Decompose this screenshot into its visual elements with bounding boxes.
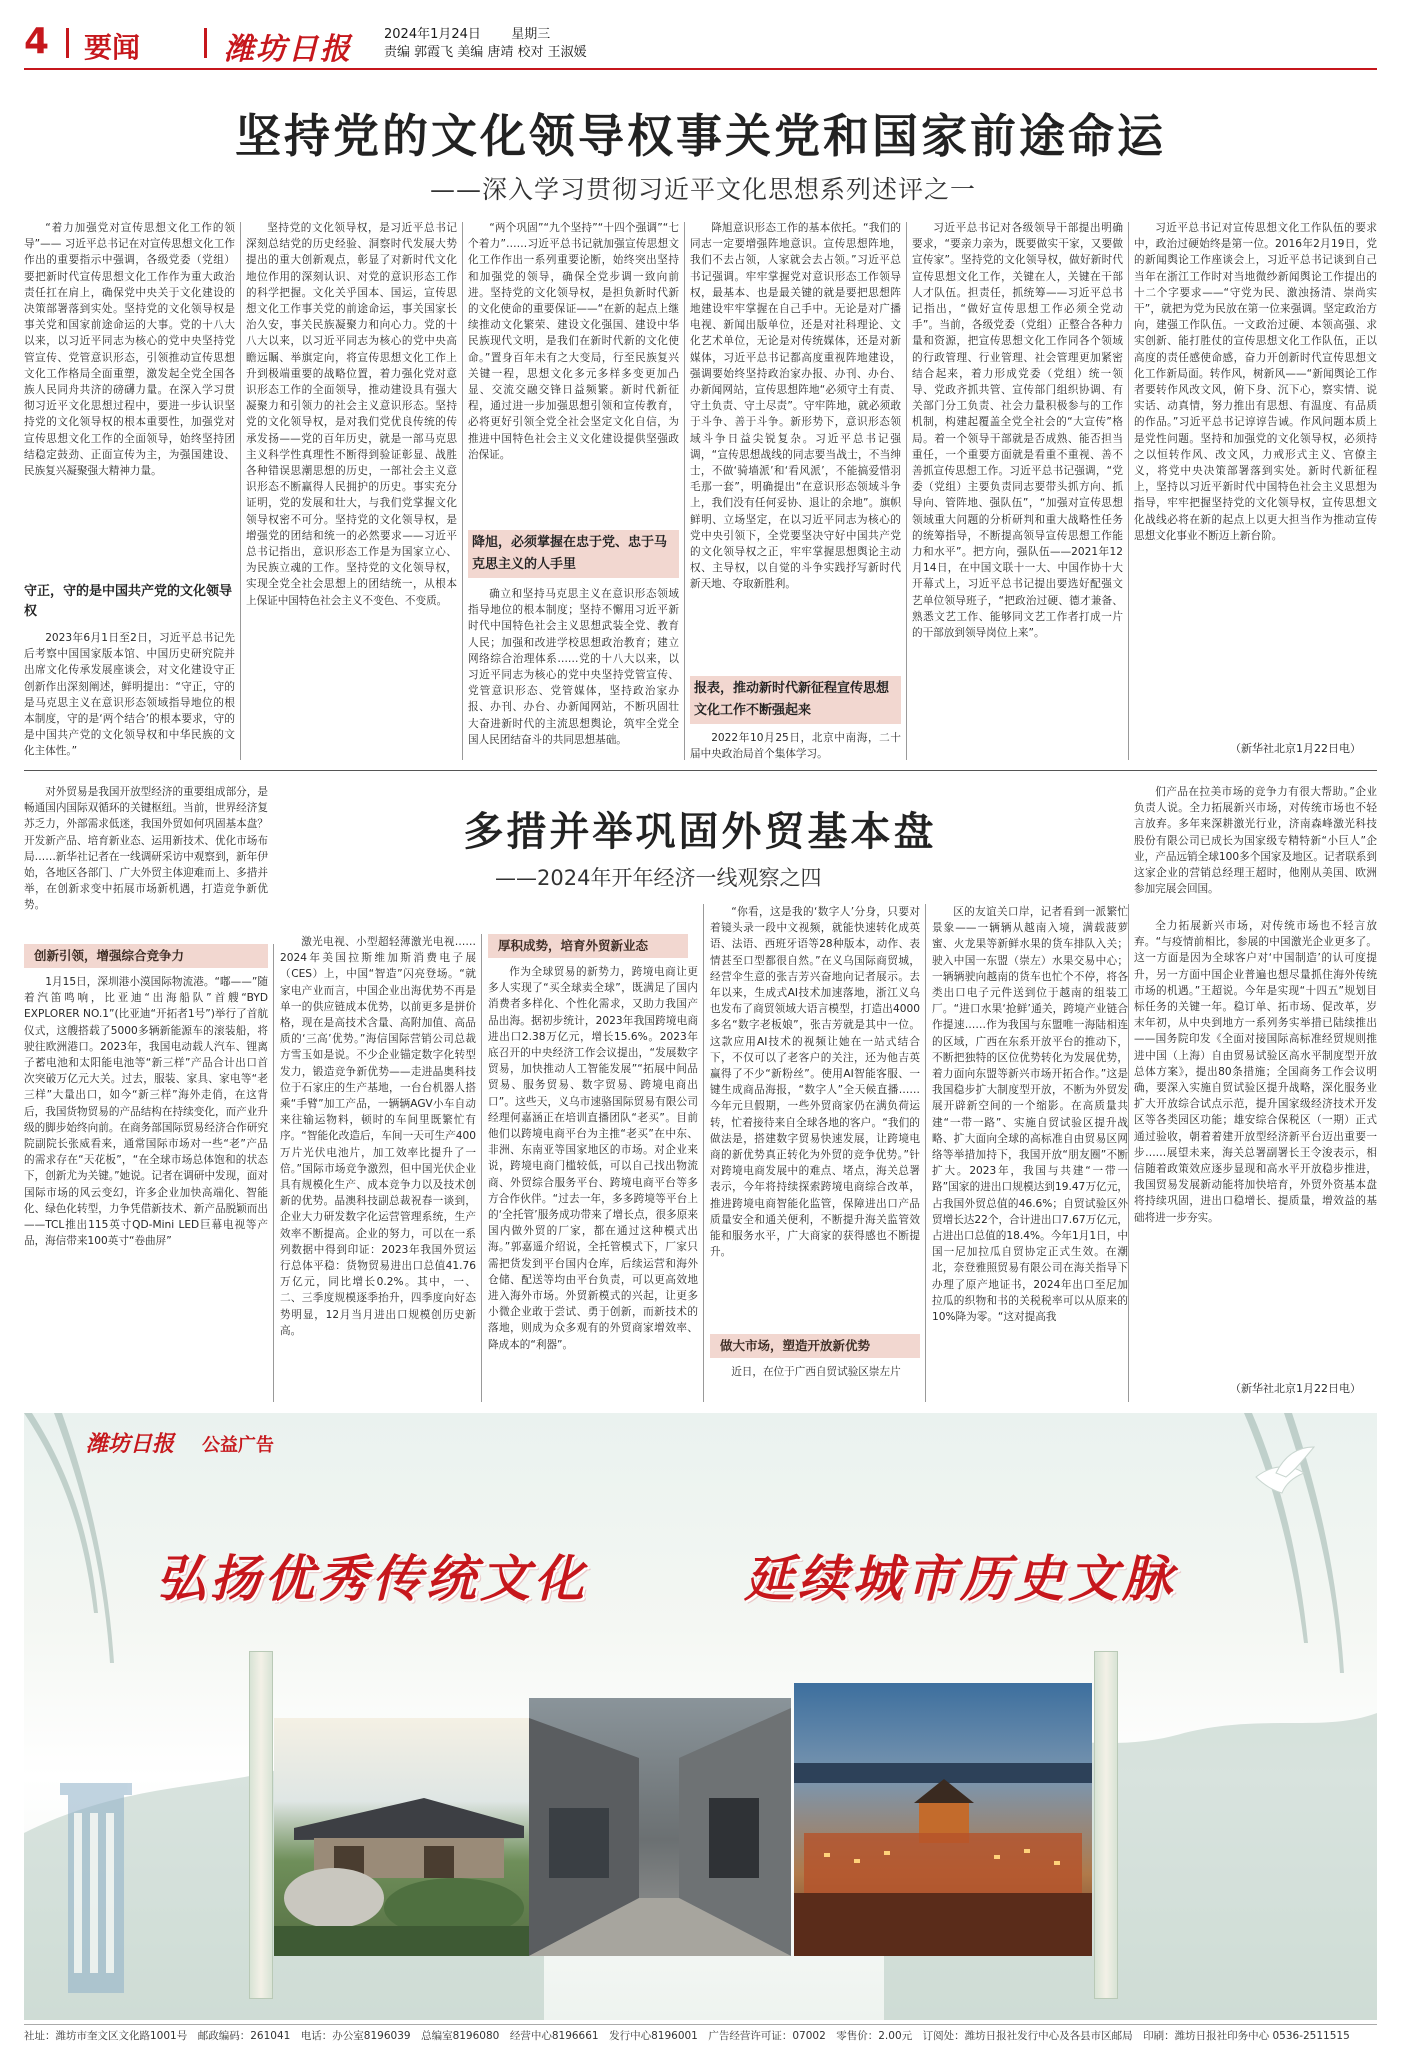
article2-column-5 — [932, 904, 1128, 1402]
page-number: 4 — [24, 21, 50, 62]
garden-pavilion-art — [274, 1718, 532, 1956]
article1-column-3b — [468, 586, 679, 760]
article2-column-1 — [24, 974, 268, 1402]
ad-tag: 公益广告 — [202, 1435, 274, 1456]
issue-date: 2024年1月24日 — [384, 27, 481, 42]
paragraph: 作为全球贸易的新势力，跨境电商让更多人实现了“买全球卖全球”，既满足了国内消费者多样化、个性化需求，又助力我国产品出海。据初步统计，2023年我国跨境电商进出口2.38万亿元，增长15.6%。2023年底召开的中央经济工作会议提出，“发展数字贸易，加快推动人工智能发展”“拓展中间品贸易、服务贸易、数字贸易、跨境电商出口”。这些天，义乌市速骆国际贸易有限公司经理何嘉涵正在培训直播团队“老买”。目前他们以跨境电商平台为主推“老买”在中东、非洲、东南亚等国家地区的市场。对企业来说，跨境电商门槛较低，可以自己找出物流商、外贸综合服务平台、跨境电商平台等多方合作伙伴。“过去一年，多多跨境等平台上的‘全托管’服务成功带来了增长点，很多原来国内做外贸的厂家，都在通过这种模式出海。”郭嘉遥介绍说，全托管模式下，厂家只需把货发到平台国内仓库，后续运营和海外仓储、配送等均由平台负责，可以更高效地进入海外市场。外贸新模式的兴起，让更多小微企业敢于尝试、勇于创新，而新技术的落地，则成为众多观有的外贸商家增效率、降成本的“利器”。 — [488, 966, 698, 1351]
paragraph: 2022年10月25日，北京中南海，二十届中央政治局首个集体学习。 — [690, 732, 901, 760]
masthead-rule — [24, 68, 1377, 70]
column-rule — [925, 904, 926, 1402]
scroll-rod-right — [1094, 1651, 1118, 1999]
paragraph: 区的友谊关口岸，记者看到一派繁忙景象——一辆辆从越南入境，满载菠萝蜜、火龙果等新鲜水果的货车排队入关；驶入中国一东盟（崇左）水果交易中心；一辆辆驶向越南的货车也忙个不停，将各类出口电子元件送到位于越南的组装工厂。“进口水果‘抢鲜’通关，跨境产业链合作提速……作为我国与东盟唯一海陆相连的区域，广西在东系开放平台的推动下，不断把独特的区位优势转化为发展优势，着力面向东盟等新兴市场开拓合作。”这是我国稳步扩大制度型开放，不断为外贸发展开辟新空间的一个缩影。在高质量共建“一带一路”、实施自贸试验区提升战略、扩大面向全球的高标准自由贸易区网络等举措加持下，我国开放“朋友圈”不断扩大。2023年，我国与共建“一带一路”国家的进出口规模达到19.47万亿元，占我国外贸总值的46.6%；自贸试验区外贸增长达22个，合计进出口7.67万亿元，占进出口总值的18.4%。今年1月1日，中国一尼加拉瓜自贸协定正式生效。在潮北，奈登雅照贸易有限公司在海关指导下办理了原产地证书，2024年出口至尼加拉瓜的织物和书的关税税率可以从原来的10%降为零。“这对提高我 — [932, 906, 1128, 1324]
paragraph: 2023年6月1日至2日，习近平总书记先后考察中国国家版本馆、中国历史研究院并出席文化传承发展座谈会，对文化建设守正创新作出深刻阐述，鲜明提出：“守正，守的是马克思主义在意识形态领域指导地位的根本制度，守的是‘两个结合’的根本要求，守的是中国共产党的文化领导权和中华民族的文化主体性。” — [24, 632, 235, 758]
article1-column-1b — [24, 630, 235, 760]
article2-title: 多措并举巩固外贸基本盘 — [463, 808, 937, 855]
column-rule — [273, 944, 274, 1402]
public-service-ad — [24, 1413, 1377, 2020]
paragraph: 们产品在拉美市场的竞争力有很大帮助。”企业负责人说。全力拓展新兴市场，对传统市场也不轻言放弃。多年来深耕激光行业，济南森峰激光科技股份有限公司已成长为国家级专精特新“小巨人”企业，产品远销全球100多个国家及地区。记者联系到这家企业的营销总经理王超时，他刚从美国、欧洲参加完展会回国。 — [1134, 786, 1377, 896]
ad-photo-garden — [274, 1718, 532, 1956]
article2-lead-right — [1134, 784, 1377, 914]
ad-photo-alley — [529, 1698, 791, 1956]
article2-column-2 — [280, 934, 476, 1402]
article1-title: 坚持党的文化领导权事关党和国家前途命运 — [235, 109, 1166, 163]
article2-lead-left — [24, 784, 268, 938]
section-divider — [24, 770, 1377, 771]
article2-column-4 — [710, 904, 920, 1330]
masthead-info — [384, 26, 587, 62]
paragraph: 习近平总书记对宣传思想文化工作队伍的要求中，政治过硬始终是第一位。2016年2月19日，党的新闻舆论工作座谈会上，习近平总书记谈到自己当年在浙江工作时对当地微纱新闻舆论工作提出的十二个字要求——“守党为民、激浊扬清、崇尚实干”，就把为党为民放在第一位来强调。坚定政治方向，建强工作队伍。一文政治过硬、本领高强、求实创新、能打胜仗的宣传思想文化工作队伍，正以高度的责任感使命感，奋力开创新时代宣传思想文化工作新局面。转作风，树新风——“新闻舆论工作者要转作风改文风，俯下身、沉下心，察实情、说实话、动真情，努力推出有思想、有温度、有品质的作品。”习近平总书记谆谆告诫。作风问题本质上是党性问题。坚持和加强党的文化领导权，必须持之以恒转作风、改文风，力戒形式主义、官僚主义，将党中央决策部署落到实处。新时代新征程上，坚持以习近平新时代中国特色社会主义思想为指导，牢牢把握坚持党的文化领导权，宣传思想文化战线必将在新的起点上以更大担当作为推动宣传思想文化事业不断迈上新台阶。 — [1134, 222, 1377, 542]
column-rule — [684, 222, 685, 760]
paragraph: 近日，在位于广西自贸试验区崇左片 — [731, 1366, 901, 1378]
column-rule — [462, 222, 463, 760]
article1-subhead-1: 守正，守的是中国共产党的文化领导权 — [24, 584, 233, 619]
scroll-rod-left — [249, 1651, 273, 1999]
paragraph: 对外贸易是我国开放型经济的重要组成部分，是畅通国内国际双循环的关键枢纽。当前，世界经济复苏乏力，外部需求低迷，我国外贸如何巩固基本盘？开发新产品、培育新业态、运用新技术、优化市场布局……新华社记者在一线调研采访中观察到，新年伊始，各地区各部门、广大外贸主体迎难而上、多措并举，在创新求变中拓展市场新机遇，打造竞争新优势。 — [24, 786, 268, 912]
paragraph: “着力加强党对宣传思想文化工作的领导”—— 习近平总书记在对宣传思想文化工作作出的重要指示中强调，各级党委（党组）要把新时代宣传思想文化工作作为重大政治责任扛在肩上，确保党中央关于文化建设的决策部署落到实处。坚持党的文化领导权是事关党和国家前途命运的大事。党的十八大以来，以习近平同志为核心的党中央坚持党管宣传、党管意识形态，引领推动宣传思想文化工作格局全面重塑，激发起全党全国各族人民同舟共济的磅礴力量。在深入学习贯彻习近平文化思想过程中，要进一步认识坚持党的文化领导权的根本重要性，加强党对宣传思想文化工作的全面领导，始终坚持团结稳定鼓劲、正面宣传为主，为强国建设、民族复兴凝聚强大精神力量。 — [24, 222, 235, 478]
article1-column-5 — [912, 220, 1123, 760]
masthead-divider — [66, 28, 69, 58]
paragraph: “你看，这是我的‘数字人’分身，只要对着镜头录一段中文视频，就能快速转化成英语、法语、西班牙语等28种版本，动作、表情甚至口型都很自然。”在义乌国际商贸城，经营伞生意的张吉芳兴奋地向记者展示。去年以来，生成式AI技术加速落地，浙江义乌也发布了商贸领域大语言模型，打造出4000多名“数字老板娘”，张吉芳就是其中一位。这款应用AI技术的视频让她在一站式结合下，不仅可以了老客户的关注，还为他吉英赢得了不少“新粉丝”。使用AI智能客服、一键生成商品海报，“数字人”全天候直播……今年元旦假期，一些外贸商家仍在满负荷运转，忙着接待来自全球各地的客户。“我们的做法是，搭建数字贸易快速发展，让跨境电商的新优势真正转化为外贸的竞争优势。”针对跨境电商发展中的难点、堵点，海关总署表示，今年将持续探索跨境电商综合改革，推进跨境电商智能化监管，保障进出口产品质量安全和通关便利，不断提升海关监管效能和服务水平，广大商家的获得感也不断提升。 — [710, 906, 920, 1259]
paragraph: 坚持党的文化领导权，是习近平总书记深刻总结党的历史经验、洞察时代发展大势提出的重大创新观点，彰显了对新时代文化地位作用的深刻认识、对党的意识形态工作的科学把握。文化关乎国本、国运，宣传思想文化工作事关党的前途命运，事关国家长治久安，事关民族凝聚力和向心力。党的十八大以来，以习近平同志为核心的党中央高瞻远瞩、举旗定向，将宣传思想文化工作上升到极端重要的战略位置，着力强化党对意识形态工作的全面领导，推动建设具有强大凝聚力和引领力的社会主义意识形态。坚持党的文化领导权，是对我们党优良传统的传承发扬——党的百年历史，就是一部马克思主义科学性真理性不断得到验证彰显、战胜各种错误思潮思想的历史，一部社会主义意识形态不断赢得人民拥护的历史。事实充分证明，党的发展和壮大，与我们党掌握文化领导权密不可分。坚持党的文化领导权，是增强党的团结和统一的必然要求——习近平总书记指出，意识形态工作是为国家立心、为民族立魂的工作。坚持党的文化领导权，实现全党全社会思想上的团结统一，从根本上保证中国特色社会主义不变色、不变质。 — [246, 222, 457, 607]
issue-weekday: 星期三 — [511, 27, 551, 42]
ad-paper-logo: 潍坊日报 — [86, 1431, 175, 1457]
article1-column-3 — [468, 220, 679, 528]
paragraph: 降旭意识形态工作的基本依托。“我们的同志一定要增强阵地意识。宣传思想阵地，我们不去占领，人家就会去占领。”习近平总书记强调。牢牢掌握党对意识形态工作领导权，最基本、也是最关键的就是要把思想阵地建设牢牢掌握在自己手中。无论是对广播电视、新闻出版单位，还是对社科理论、文化艺术单位，无论是对传统媒体，还是对新媒体，习近平总书记都高度重视阵地建设，强调要始终坚持政治家办报、办刊、办台、办新闻网站，宣传思想阵地“必须守土有责、守土负责、守土尽责”。守牢阵地，就必须敢于斗争、善于斗争。新形势下，意识形态领域斗争日益尖锐复杂。习近平总书记强调，“宣传思想战线的同志要当战士，不当绅士，不做‘骑墙派’和‘看风派’，不能搞爱惜羽毛那一套”，明确提出“在意识形态领域斗争上，我们没有任何妥协、退让的余地”。旗帜鲜明、立场坚定，在以习近平同志为核心的党中央引领下，全党要坚决守好中国共产党的文化领导权之正，牢牢掌握思想舆论主动权、主导权，以自觉的斗争实践抒写新时代新天地、夺取新胜利。 — [690, 222, 901, 591]
column-rule — [1128, 904, 1129, 1402]
article2-column-6 — [1134, 918, 1377, 1370]
editor-credits: 责编 郭霞飞 美编 唐靖 校对 王淑媛 — [384, 45, 587, 60]
city-skyline-art — [794, 1683, 1092, 1956]
article1-subhead-2: 降旭，必须掌握在忠于党、忠于马克思主义的人手里 — [468, 530, 679, 578]
masthead-divider — [204, 28, 207, 58]
masthead — [24, 18, 1377, 70]
article1-subtitle: ——深入学习贯彻习近平文化思想系列述评之一 — [430, 175, 977, 204]
column-rule — [1128, 222, 1129, 760]
article2-column-4b — [710, 1364, 920, 1402]
ad-photo-city-night — [794, 1683, 1092, 1956]
article1-column-1 — [24, 220, 235, 580]
article1-subhead-3: 报表，推动新时代新征程宣传思想文化工作不断强起来 — [690, 676, 901, 724]
landmark-tower-art — [60, 1783, 132, 1993]
paragraph: “两个巩固”“九个坚持”“十四个强调”“七个着力”……习近平总书记就加强宣传思想文化工作作出一系列重要论断，始终突出坚持和加强党的领导，确保全党步调一致向前进。坚持党的文化领导权，是担负新时代新的文化使命的重要保证——“在新的起点上继续推动文化繁荣、建设文化强国、建设中华民族现代文明，是我们在新时代新的文化使命。”置身百年未有之大变局，行至民族复兴关键一程，思想文化多元多样多变更加凸显、交流交融交锋日益频繁。新时代新征程，通过进一步加强思想引领和宣传教育，必将更好引领全党全社会坚定文化自信，为推进中国特色社会主义文化建设提供坚强政治保证。 — [468, 222, 679, 461]
article2-subhead-3: 做大市场，塑造开放新优势 — [710, 1334, 920, 1358]
ad-slogan-left: 弘扬优秀传统文化 — [156, 1549, 588, 1608]
column-rule — [240, 222, 241, 760]
column-rule — [481, 934, 482, 1402]
article2-column-3 — [488, 964, 698, 1402]
paragraph: 激光电视、小型超轻薄激光电视……2024年美国拉斯维加斯消费电子展（CES）上，中国“智造”闪亮登场。“就家电产业而言，中国企业出海优势不再是单一的供应链成本优势，以前更多是拼价格，现在是高技术含量、高附加值、高品质的‘三高’优势。”海信国际营销公司总裁方雪玉如是说。不少企业锚定数字化转型发力，锻造竞争新优势——走进晶奥科技位于石家庄的生产基地，一台台机器人搭乘“手臂”加工产品，一辆辆AGV小车自动来往输运物料，顿时的车间里既繁忙有序。“智能化改造后，车间一天可生产400万片光伏电池片，加工效率比提升了一倍。”国际市场竞争激烈，但中国光伏企业具有规模化生产、成本竞争力以及技术创新的优势。晶澳科技副总裁祝春一谈到，企业大力研发数字化运营管理系统，生产效率不断提高。企业的努力，可以在一系列数据中得到印证：2023年我国外贸运行总体平稳：货物贸易进出口总值41.76万亿元，同比增长0.2%。其中，一、二、三季度规模逐季抬升，四季度向好态势明显，12月当月进出口规模创历史新高。 — [280, 936, 476, 1337]
article1-column-6 — [1134, 220, 1377, 730]
paragraph: 习近平总书记对各级领导干部提出明确要求，“要亲力亲为，既要做实干家，又要做宣传家”。坚持党的文化领导权，做好新时代宣传思想文化工作，关键在人，关键在干部人才队伍。担责任，抓统筹——习近平总书记指出，“做好宣传思想工作必须全党动手”。当前，各级党委（党组）正整合各种力量和资源，把宣传思想文化工作同各个领域的行政管理、行业管理、社会管理更加紧密结合起来，着力形成党委（党组）统一领导、党政齐抓共管、宣传部门组织协调、有关部门分工负责、社会力量积极参与的工作机制，构建起覆盖全党全社会的“大宣传”格局。着一个领导干部就是否成熟、能否担当重任，一个重要方面就是看重不重视、善不善抓宣传思想工作。习近平总书记强调，“党委（党组）主要负责同志要带头抓方向、抓导向、管阵地、强队伍”，“加强对宣传思想领域重大问题的分析研判和重大战略性任务的统筹指导，不断提高领导宣传思想工作能力和水平”。把方向，强队伍——2021年12月14日，在中国文联十一大、中国作协十大开幕式上，习近平总书记提出要选好配强文艺单位领导班子，“把政治过硬、德才兼备、熟悉文艺工作、能够同文艺工作者打成一片的干部放到领导岗位上来”。 — [912, 222, 1123, 640]
column-rule — [906, 222, 907, 760]
article2-subtitle: ——2024年开年经济一线观察之四 — [495, 866, 822, 890]
article1-column-4 — [690, 220, 901, 672]
article1-credit: （新华社北京1月22日电） — [1230, 742, 1361, 755]
paragraph: 确立和坚持马克思主义在意识形态领域指导地位的根本制度；坚持不懈用习近平新时代中国特色社会主义思想武装全党、教育人民；加强和改进学校思想政治教育；建立网络综合治理体系……党的十八大以来，以习近平同志为核心的党中央坚持党管宣传、党管意识形态、党管媒体，坚持政治家办报、办刊、办台、办新闻网站，不断巩固壮大奋进新时代的主流思想舆论，筑牢全党全国人民团结奋斗的共同思想基础。 — [468, 588, 679, 746]
article2-subhead-1: 创新引领，增强综合竞争力 — [24, 944, 268, 968]
paper-logo: 潍坊日报 — [224, 32, 352, 67]
page-footer: 社址：潍坊市奎文区文化路1001号 邮政编码：261041 电话：办公室8196039 总编室8196080 经营中心8196661 发行中心8196001 广告经营许可证：07002 零售价：2.00元 订阅处：潍坊日报社发行中心及各县市区邮局 印刷：潍坊日报社印务中心 0536-2511515 — [24, 2024, 1377, 2047]
stone-alley-art — [529, 1698, 791, 1956]
article2-subhead-2: 厚积成势，培育外贸新业态 — [488, 934, 688, 958]
article1-column-4b — [690, 730, 901, 760]
paragraph: 1月15日，深圳港小漠国际物流港。“嘟——”随着汽笛鸣响，比亚迪“出海船队”首艘“BYD EXPLORER NO.1”(比亚迪“开拓者1号”)举行了首航仪式，这艘搭载了5000多辆新能源车的滚装船，将驶往欧洲港口。2023年，我国电动载人汽车、锂离子蓄电池和太阳能电池等“新三样”产品合计出口首次突破万亿元大关。过去，服装、家具、家电等“老三样”大量出口，如今“新三样”海外走俏，在这背后，我国货物贸易的产品结构在持续变化，而产业升级的脚步始终向前。在商务部国际贸易经济合作研究院副院长张威看来，通常国际市场对一些“老”产品的需求存在“天花板”，“在全球市场总体饱和的状态下，创新尤为关键。”她说。记者在调研中发现，面对国际市场的风云变幻，许多企业加快高端化、智能化、绿色化转型，力争凭借新技术、新产品脱颖而出——TCL推出115英寸QD-Mini LED巨幕电视等产品，海信带来100英寸“卷曲屏” — [24, 976, 268, 1248]
section-name: 要闻 — [84, 31, 141, 64]
article2-credit: （新华社北京1月22日电） — [1230, 1382, 1361, 1395]
paragraph: 全力拓展新兴市场，对传统市场也不轻言放弃。“与疫情前相比，参展的中国激光企业更多了。这一方面是因为全球客户对‘中国制造’的认可度提升，另一方面中国企业普遍也想尽量抓住海外传统市场的机遇。”王超说。今年是实现“十四五”规划目标任务的关键一年。稳订单、拓市场、促改革，岁末年初，从中央到地方一系列务实举措已陆续推出——国务院印发《全面对接国际高标准经贸规则推进中国（上海）自由贸易试验区高水平制度型开放总体方案》，提出80条措施；全国商务工作会议明确，要深入实施自贸试验区提升战略，深化服务业扩大开放综合试点示范，提升国家级经济技术开发区等各类园区功能；雄安综合保税区（一期）正式通过验收，朝着着建开放型经济新平台迈出重要一步……展望未来，海关总署副署长王令浚表示，相信随着政策效应逐步显现和高水平开放稳步推进，我国贸易发展新动能将加快培育，外贸外资基本盘将持续巩固，进出口稳增长、提质量，增效益的基础将进一步夯实。 — [1134, 920, 1377, 1224]
ad-slogan-right: 延续城市历史文脉 — [744, 1549, 1176, 1608]
article1-column-2 — [246, 220, 457, 760]
column-rule — [703, 904, 704, 1402]
